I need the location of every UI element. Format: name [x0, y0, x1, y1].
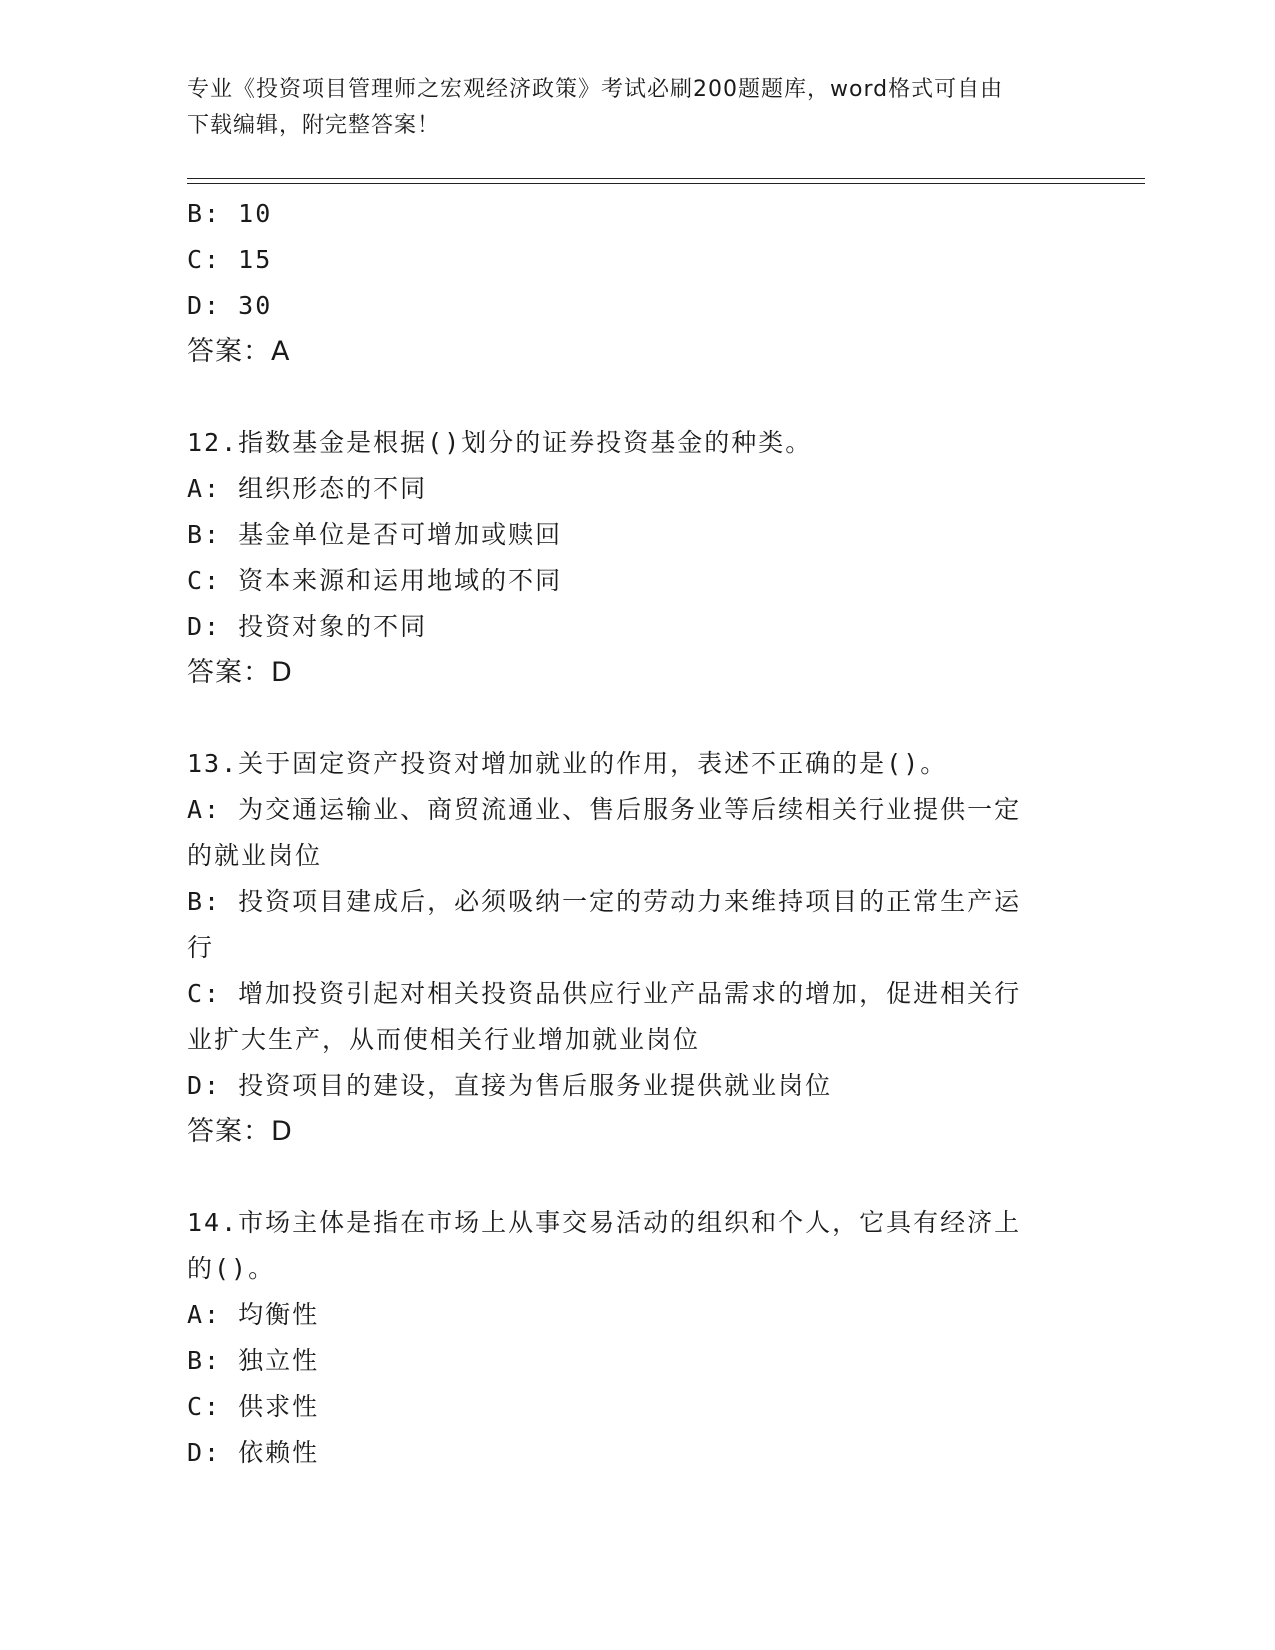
option-d: D: 投资项目的建设，直接为售后服务业提供就业岗位 — [187, 1071, 833, 1100]
question-13 — [187, 741, 1077, 1155]
question-text: 12.指数基金是根据()划分的证券投资基金的种类。 — [187, 428, 813, 457]
header-line-2: 下载编辑，附完整答案！ — [187, 113, 441, 138]
document-header — [187, 72, 1067, 144]
spacer — [187, 1155, 1077, 1200]
question-12 — [187, 420, 1077, 696]
option-c — [187, 971, 1077, 1063]
option-d: D: 投资对象的不同 — [187, 612, 428, 641]
option-a: A: 均衡性 — [187, 1300, 320, 1329]
option-c: C: 15 — [187, 245, 273, 274]
option-a — [187, 787, 1077, 879]
answer: 答案：A — [187, 336, 291, 367]
option-a-line-1: A: 为交通运输业、商贸流通业、售后服务业等后续相关行业提供一定 — [187, 795, 1022, 824]
option-d: D: 30 — [187, 291, 273, 320]
question-14 — [187, 1200, 1077, 1476]
option-b: B: 10 — [187, 199, 273, 228]
option-b: B: 基金单位是否可增加或赎回 — [187, 520, 563, 549]
option-a-line-2: 的就业岗位 — [187, 841, 323, 870]
question-list — [187, 191, 1077, 1476]
header-rule-top — [187, 178, 1145, 179]
option-c-line-1: C: 增加投资引起对相关投资品供应行业产品需求的增加，促进相关行 — [187, 979, 1022, 1008]
document-page — [187, 0, 1077, 1650]
option-b — [187, 879, 1077, 971]
option-b: B: 独立性 — [187, 1346, 320, 1375]
question-text: 13.关于固定资产投资对增加就业的作用，表述不正确的是()。 — [187, 749, 948, 778]
option-b-line-2: 行 — [187, 933, 215, 962]
answer: 答案：D — [187, 657, 293, 688]
question-text-line-2: 的()。 — [187, 1254, 276, 1283]
option-a: A: 组织形态的不同 — [187, 474, 428, 503]
option-c-line-2: 业扩大生产，从而使相关行业增加就业岗位 — [187, 1025, 701, 1054]
option-b-line-1: B: 投资项目建成后，必须吸纳一定的劳动力来维持项目的正常生产运 — [187, 887, 1022, 916]
header-rule-bottom — [187, 183, 1145, 184]
header-line-1: 专业《投资项目管理师之宏观经济政策》考试必刷200题题库，word格式可自由 — [187, 77, 1004, 102]
option-d: D: 依赖性 — [187, 1438, 320, 1467]
answer: 答案：D — [187, 1116, 293, 1147]
option-c: C: 供求性 — [187, 1392, 320, 1421]
spacer — [187, 375, 1077, 420]
question-11 — [187, 191, 1077, 375]
option-c: C: 资本来源和运用地域的不同 — [187, 566, 563, 595]
spacer — [187, 696, 1077, 741]
question-text-line-1: 14.市场主体是指在市场上从事交易活动的组织和个人，它具有经济上 — [187, 1208, 1022, 1237]
